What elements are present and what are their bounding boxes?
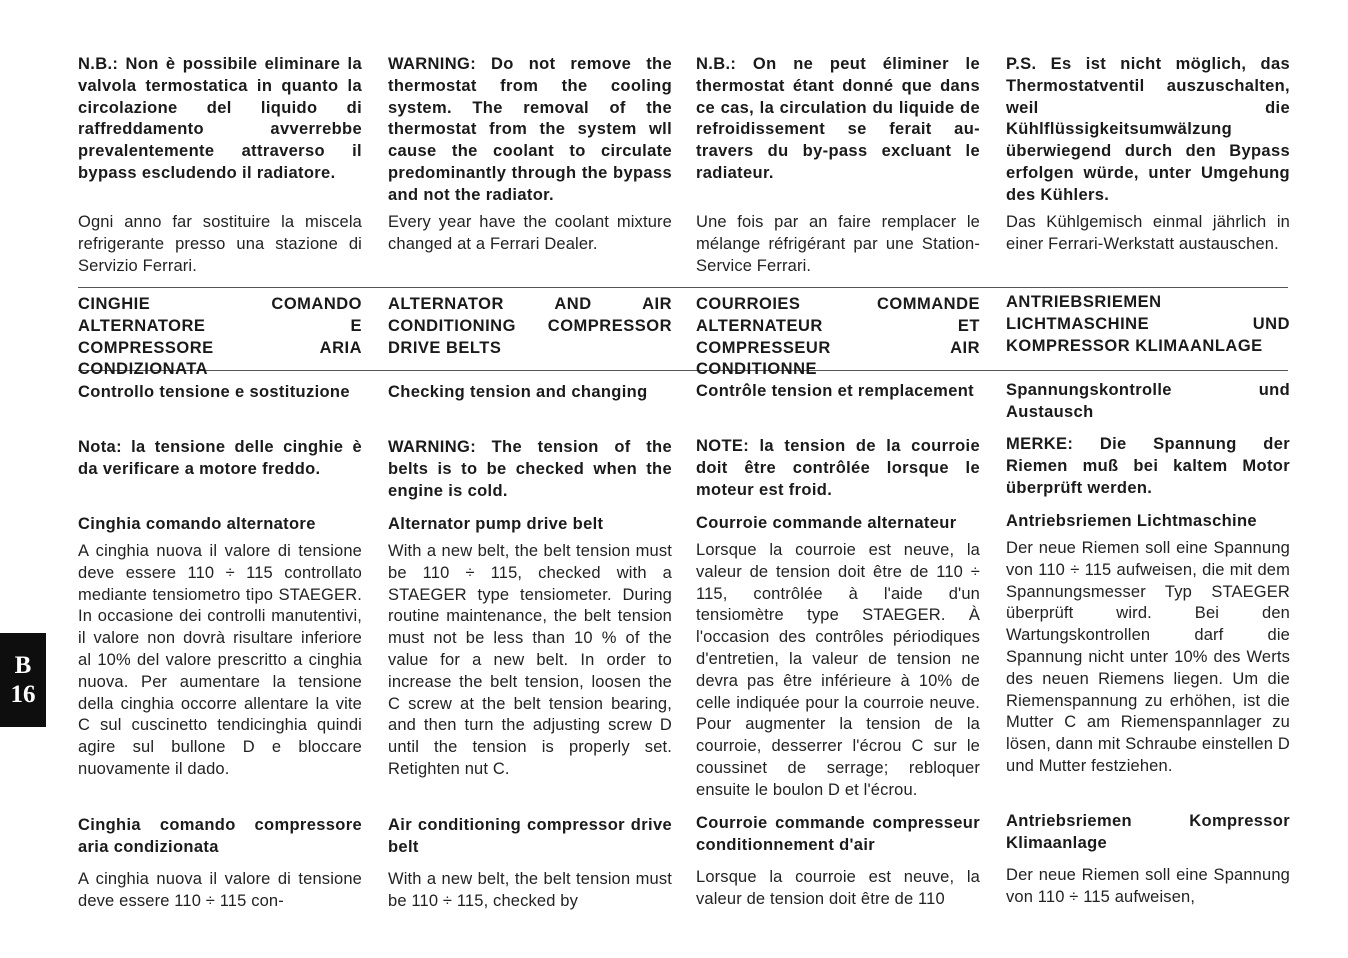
alternator-belt-body: Der neue Riemen soll eine Spannung von 110 ÷ 115 aufweisen, die mit dem Spannungsmesser Typ STAEGER überprüft wird. Bei den Wartungskontrollen darf die Spannung nicht unter 10% des Werts des neuen Riemens liegen. Um die Riemenspannung zu erhöhen, ist die Mutter C am Riemenspannlager zu lösen, dann mit Schraube einstellen D und Mutter festziehen. [1006, 539, 1290, 775]
page-number: 16 [10, 681, 36, 708]
section-title: ALTERNATOR AND AIR CONDITIONING COMPRESSOR DRIVE BELTS [388, 295, 672, 357]
compressor-belt-title: Air conditioning compressor drive belt [388, 816, 672, 856]
compressor-belt-title: Courroie commande compresseur conditionnement d'air [696, 814, 980, 854]
coolant-maintenance: Ogni anno far sostituire la miscela refrigerante presso una stazione di Servizio Ferrari. [78, 213, 362, 275]
subsection-title: Spannungskontrolle und Austausch [1006, 381, 1290, 421]
section-title: ANTRIEBSRIEMEN LICHTMASCHINE UND KOMPRESSOR KLIMAANLAGE [1006, 293, 1290, 355]
coolant-maintenance: Une fois par an faire remplacer le mélange réfrigérant par une Station-Service Ferrari. [696, 213, 980, 275]
compressor-belt-title: Cinghia comando compressore aria condizionata [78, 816, 362, 856]
compressor-belt-body: A cinghia nuova il valore di tensione deve essere 110 ÷ 115 con- [78, 870, 362, 910]
cold-engine-warning: Nota: la tensione delle cinghie è da verificare a motore freddo. [78, 438, 362, 478]
compressor-belt-title: Antriebsriemen Kompressor Klimaanlage [1006, 812, 1290, 852]
compressor-belt-body: Lorsque la courroie est neuve, la valeur de tension doit être de 110 [696, 868, 980, 908]
section-letter: B [14, 652, 32, 679]
thermostat-note: WARNING: Do not remove the thermostat from the cooling system. The removal of the thermostat from the system wll cause the coolant to circulate predominantly through the bypass and not the radiator. [388, 55, 672, 204]
cold-engine-warning: NOTE: la tension de la courroie doit être contrôlée lorsque le moteur est froid. [696, 437, 980, 499]
alternator-belt-title: Antriebsriemen Lichtmaschine [1006, 512, 1257, 530]
thermostat-note: N.B.: On ne peut éliminer le thermostat étant donné que dans ce cas, la circulation du liquide de refroidissement se ferait au-travers du by-pass excluant le radiateur. [696, 55, 980, 182]
alternator-belt-body: Lorsque la courroie est neuve, la valeur de tension doit être de 110 ÷ 115, contrôlée à l'aide d'un tensiomètre type STAEGER. À l'occasion des contrôles périodiques d'entretien, la valeur de tension ne devra pas être inférieure à 10% de celle indiquée pour la courroie neuve. Pour augmenter la tension de la courroie, desserrer l'écrou C sur le coussinet de serrage; rebloquer ensuite le boulon D et l'écrou. [696, 541, 980, 799]
alternator-belt-title: Alternator pump drive belt [388, 515, 604, 533]
coolant-maintenance: Every year have the coolant mixture changed at a Ferrari Dealer. [388, 213, 672, 253]
section-title: CINGHIE COMANDO ALTERNATORE E COMPRESSORE ARIA CONDIZIONATA [78, 295, 362, 379]
compressor-belt-body: With a new belt, the belt tension must be 110 ÷ 115, checked by [388, 870, 672, 910]
alternator-belt-body: A cinghia nuova il valore di tensione deve essere 110 ÷ 115 controllato mediante tensiometro tipo STAEGER. In occasione dei controlli manutentivi, il valore non dovrà risultare inferiore al 10% del valore prescritto a cinghia nuova. Per aumentare la tensione della cinghia occorre allentare la vite C sul cuscinetto tendicinghia quindi agire sul bullone D e bloccare nuovamente il dado. [78, 542, 362, 778]
compressor-belt-body: Der neue Riemen soll eine Spannung von 110 ÷ 115 aufweisen, [1006, 866, 1290, 906]
section-title: COURROIES COMMANDE ALTERNATEUR ET COMPRESSEUR AIR CONDITIONNE [696, 295, 980, 379]
cold-engine-warning: MERKE: Die Spannung der Riemen muß bei kaltem Motor überprüft werden. [1006, 435, 1290, 497]
coolant-maintenance: Das Kühlgemisch einmal jährlich in einer Ferrari-Werkstatt austauschen. [1006, 213, 1290, 253]
thermostat-note: P.S. Es ist nicht möglich, das Thermostatventil auszuschalten, weil die Kühlflüssigkeitsumwälzung überwiegend durch den Bypass erfolgen würde, unter Umgehung des Kühlers. [1006, 55, 1290, 204]
thermostat-note: N.B.: Non è possibile eliminare la valvola termostatica in quanto la circolazione del liquido di raffreddamento avverrebbe prevalentemente attraverso il bypass escludendo il radiatore. [78, 55, 362, 182]
alternator-belt-body: With a new belt, the belt tension must be 110 ÷ 115, checked with a STAEGER type tensiometer. During routine maintenance, the belt tension must not be less than 10 % of the value for a new belt. In order to increase the belt tension, loosen the C screw at the belt tension bearing, and then turn the adjusting screw D until the tension is properly set. Retighten nut C. [388, 542, 672, 778]
section-rule-top [78, 287, 1288, 288]
subsection-title: Checking tension and changing [388, 383, 648, 401]
alternator-belt-title: Courroie commande alternateur [696, 514, 957, 532]
cold-engine-warning: WARNING: The tension of the belts is to be checked when the engine is cold. [388, 438, 672, 500]
section-tab [0, 633, 46, 727]
alternator-belt-title: Cinghia comando alternatore [78, 515, 316, 533]
subsection-title: Controllo tensione e sostituzione [78, 383, 350, 401]
subsection-title: Contrôle tension et remplacement [696, 382, 975, 400]
